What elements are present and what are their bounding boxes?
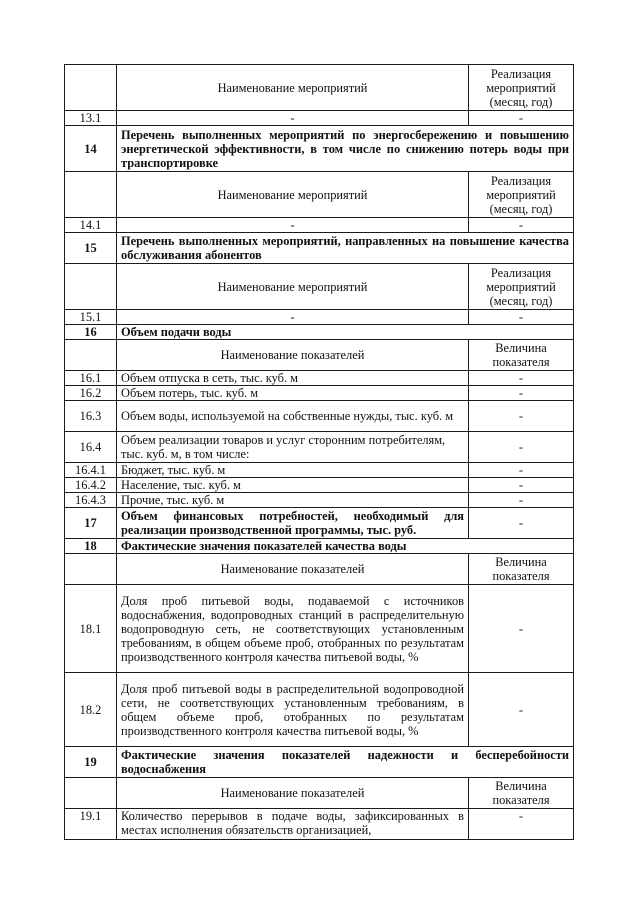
table-row	[65, 386, 574, 401]
row-value: -	[469, 478, 574, 493]
header-event-name: Наименование мероприятий	[117, 172, 469, 218]
table-row	[65, 493, 574, 508]
row-text: -	[117, 111, 469, 126]
row-number: 18.2	[65, 673, 117, 747]
section-title: Перечень выполненных мероприятий по энергосбережению и повышению энергетической эффективности, в том числе по снижению потерь воды при транспортировке	[117, 126, 574, 172]
section-title: Перечень выполненных мероприятий, направленных на повышение качества обслуживания абонентов	[117, 233, 574, 264]
row-value: -	[469, 463, 574, 478]
header-period: Реализация мероприятий (месяц, год)	[469, 65, 574, 111]
header-blank-cell	[65, 778, 117, 809]
header-indicator-name: Наименование показателей	[117, 340, 469, 371]
header-indicator-name: Наименование показателей	[117, 778, 469, 809]
row-number: 18.1	[65, 585, 117, 673]
section-number: 14	[65, 126, 117, 172]
row-value: -	[469, 401, 574, 432]
section-title: Объем финансовых потребностей, необходимый для реализации производственной программы, тыс. руб.	[117, 508, 469, 539]
section-title: Фактические значения показателей качества воды	[117, 539, 574, 554]
row-text: Бюджет, тыс. куб. м	[117, 463, 469, 478]
row-number: 15.1	[65, 310, 117, 325]
row-text: Доля проб питьевой воды, подаваемой с источников водоснабжения, водопроводных станций в распределительную водопроводную сеть, не соответствующих установленным требованиям, в общем объеме проб, отобранных по результатам производственного контроля качества питьевой воды, %	[117, 585, 469, 673]
table-row	[65, 371, 574, 386]
header-indicator-value: Величина показателя	[469, 778, 574, 809]
header-event-name: Наименование мероприятий	[117, 65, 469, 111]
row-value: -	[469, 371, 574, 386]
section-row	[65, 325, 574, 340]
table-header-row	[65, 172, 574, 218]
section-row	[65, 508, 574, 539]
table-row	[65, 673, 574, 747]
row-number: 16.4	[65, 432, 117, 463]
header-indicator-name: Наименование показателей	[117, 554, 469, 585]
table-row	[65, 478, 574, 493]
header-event-name: Наименование мероприятий	[117, 264, 469, 310]
row-number: 16.2	[65, 386, 117, 401]
row-text: Количество перерывов в подаче воды, зафиксированных в местах исполнения обязательств организацией,	[117, 809, 469, 840]
header-indicator-value: Величина показателя	[469, 554, 574, 585]
row-number: 16.4.1	[65, 463, 117, 478]
row-number: 14.1	[65, 218, 117, 233]
row-value: -	[469, 111, 574, 126]
section-row	[65, 126, 574, 172]
row-text: Доля проб питьевой воды в распределительной водопроводной сети, не соответствующих установленным требованиям, в общем объеме проб, отобранных по результатам производственного контроля качества питьевой воды, %	[117, 673, 469, 747]
report-table	[64, 64, 574, 840]
table-header-row	[65, 340, 574, 371]
table-header-row	[65, 778, 574, 809]
row-text: Объем потерь, тыс. куб. м	[117, 386, 469, 401]
row-number: 16.4.2	[65, 478, 117, 493]
section-number: 18	[65, 539, 117, 554]
section-row	[65, 233, 574, 264]
section-number: 15	[65, 233, 117, 264]
section-number: 16	[65, 325, 117, 340]
row-text: -	[117, 310, 469, 325]
row-text: Объем воды, используемой на собственные нужды, тыс. куб. м	[117, 401, 469, 432]
header-blank-cell	[65, 554, 117, 585]
header-blank-cell	[65, 172, 117, 218]
table-row	[65, 585, 574, 673]
row-number: 16.3	[65, 401, 117, 432]
header-period: Реализация мероприятий (месяц, год)	[469, 264, 574, 310]
row-value: -	[469, 493, 574, 508]
table-header-row	[65, 554, 574, 585]
row-value: -	[469, 508, 574, 539]
section-number: 17	[65, 508, 117, 539]
section-row	[65, 539, 574, 554]
row-number: 16.1	[65, 371, 117, 386]
row-text: Прочие, тыс. куб. м	[117, 493, 469, 508]
table-row	[65, 218, 574, 233]
row-number: 19.1	[65, 809, 117, 840]
section-number: 19	[65, 747, 117, 778]
row-value: -	[469, 432, 574, 463]
row-text: Объем реализации товаров и услуг сторонним потребителям, тыс. куб. м, в том числе:	[117, 432, 469, 463]
table-header-row	[65, 65, 574, 111]
table-row	[65, 310, 574, 325]
row-value: -	[469, 809, 574, 840]
row-number: 16.4.3	[65, 493, 117, 508]
header-blank-cell	[65, 340, 117, 371]
section-row	[65, 747, 574, 778]
row-value: -	[469, 218, 574, 233]
section-title: Фактические значения показателей надежности и бесперебойности водоснабжения	[117, 747, 574, 778]
row-value: -	[469, 585, 574, 673]
section-title: Объем подачи воды	[117, 325, 574, 340]
row-number: 13.1	[65, 111, 117, 126]
header-blank-cell	[65, 65, 117, 111]
row-value: -	[469, 310, 574, 325]
row-value: -	[469, 386, 574, 401]
row-text: Население, тыс. куб. м	[117, 478, 469, 493]
row-text: -	[117, 218, 469, 233]
row-value: -	[469, 673, 574, 747]
header-blank-cell	[65, 264, 117, 310]
table-row	[65, 432, 574, 463]
row-text: Объем отпуска в сеть, тыс. куб. м	[117, 371, 469, 386]
header-period: Реализация мероприятий (месяц, год)	[469, 172, 574, 218]
header-indicator-value: Величина показателя	[469, 340, 574, 371]
table-row	[65, 463, 574, 478]
table-row	[65, 401, 574, 432]
table-header-row	[65, 264, 574, 310]
table-row	[65, 111, 574, 126]
table-row	[65, 809, 574, 840]
